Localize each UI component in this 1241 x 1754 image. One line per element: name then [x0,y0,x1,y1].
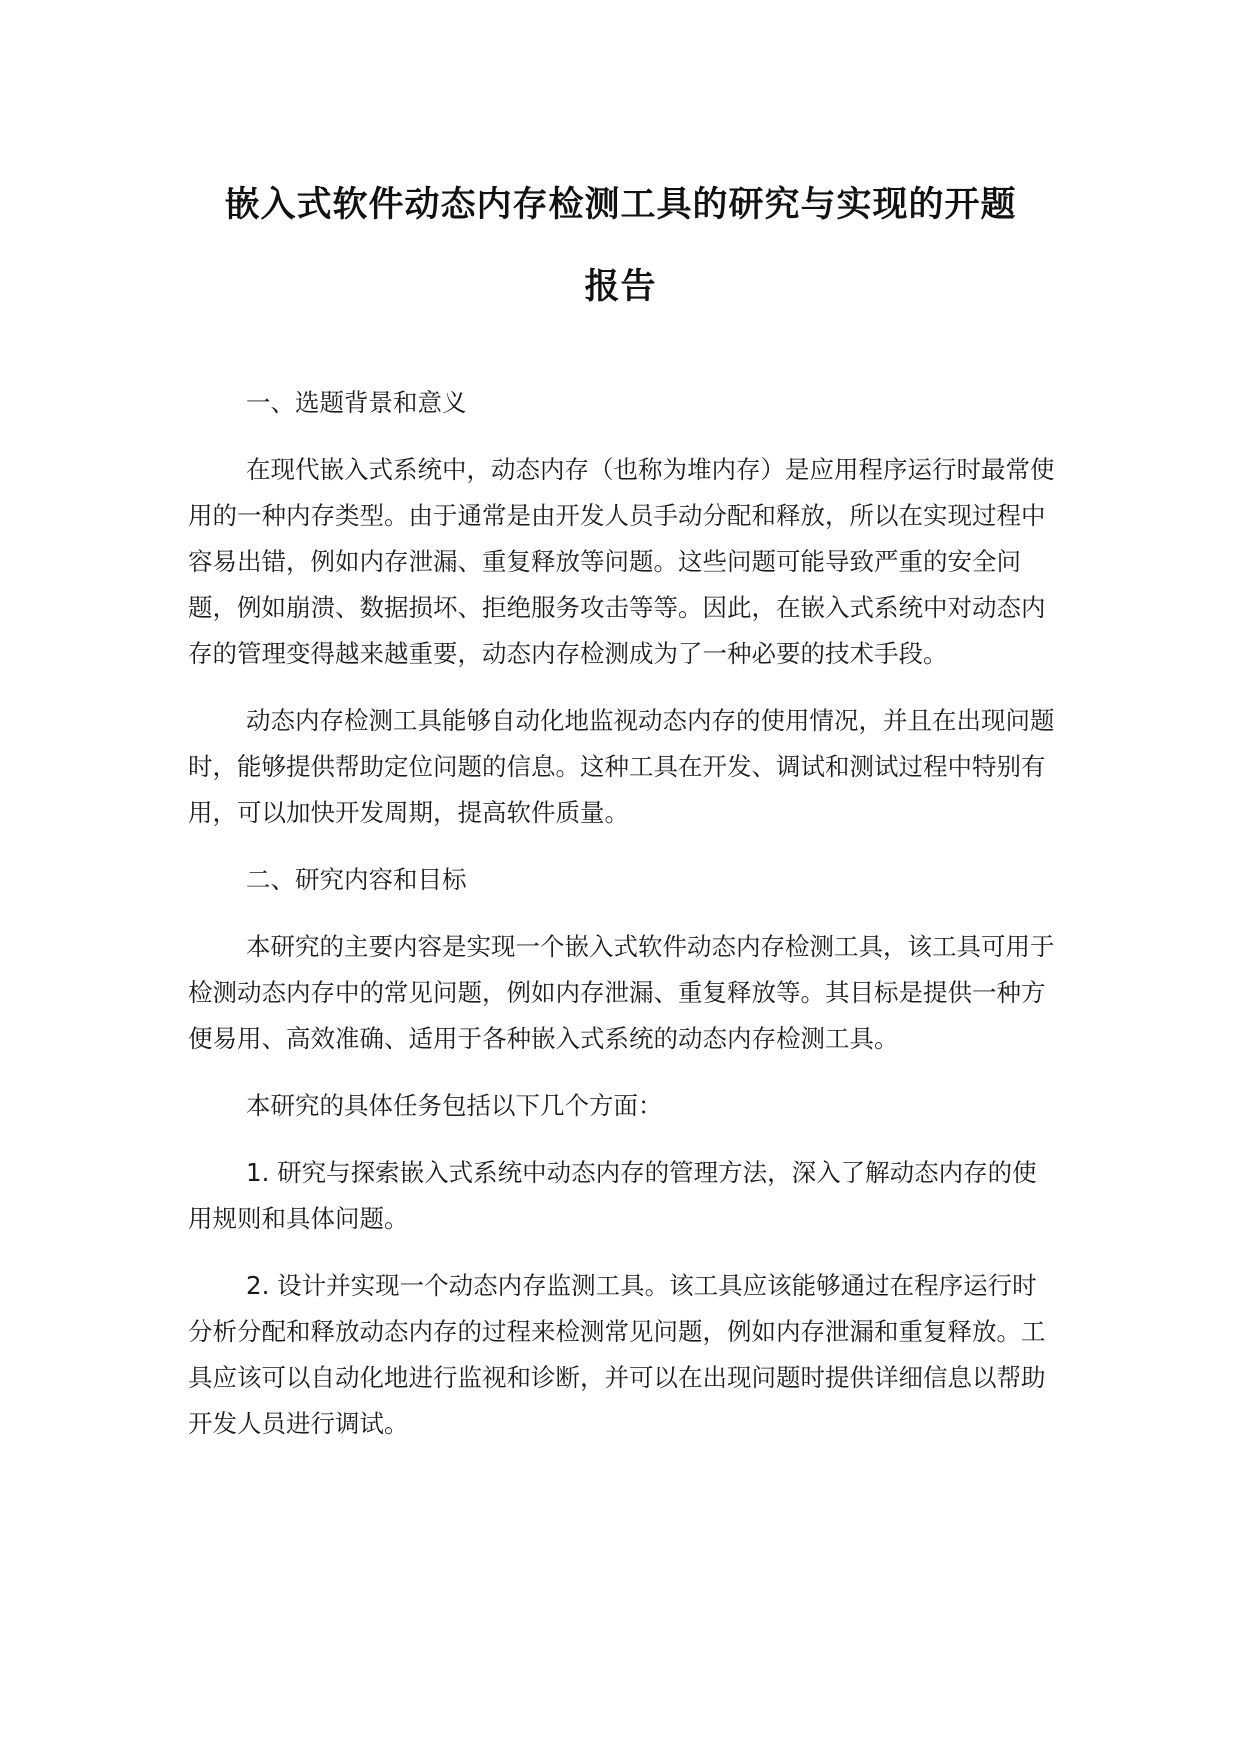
document-body [188,380,1058,1468]
section-2-paragraph-1: 本研究的主要内容是实现一个嵌入式软件动态内存检测工具，该工具可用于检测动态内存中的常见问题，例如内存泄漏、重复释放等。其目标是提供一种方便易用、高效准确、适用于各种嵌入式系统的动态内存检测工具。 [188,932,1055,1053]
section-2-heading: 二、研究内容和目标 [246,865,467,894]
task-item-1: 1. 研究与探索嵌入式系统中动态内存的管理方法，深入了解动态内存的使用规则和具体问题。 [188,1158,1037,1233]
section-1-paragraph-1: 在现代嵌入式系统中，动态内存（也称为堆内存）是应用程序运行时最常使用的一种内存类型。由于通常是由开发人员手动分配和释放，所以在实现过程中容易出错，例如内存泄漏、重复释放等问题。这些问题可能导致严重的安全问题，例如崩溃、数据损坏、拒绝服务攻击等等。因此，在嵌入式系统中对动态内存的管理变得越来越重要，动态内存检测成为了一种必要的技术手段。 [188,455,1055,668]
section-1-paragraph-2: 动态内存检测工具能够自动化地监视动态内存的使用情况，并且在出现问题时，能够提供帮助定位问题的信息。这种工具在开发、调试和测试过程中特别有用，可以加快开发周期，提高软件质量。 [188,706,1055,827]
section-2-paragraph-2: 本研究的具体任务包括以下几个方面： [246,1091,663,1120]
document-title-line-2: 报告 [584,267,657,307]
section-1-heading: 一、选题背景和意义 [246,388,467,417]
task-item-2: 2. 设计并实现一个动态内存监测工具。该工具应该能够通过在程序运行时分析分配和释放动态内存的过程来检测常见问题，例如内存泄漏和重复释放。工具应该可以自动化地进行监视和诊断，并可以在出现问题时提供详细信息以帮助开发人员进行调试。 [188,1271,1046,1438]
document-title-line-1: 嵌入式软件动态内存检测工具的研究与实现的开题 [224,185,1017,225]
